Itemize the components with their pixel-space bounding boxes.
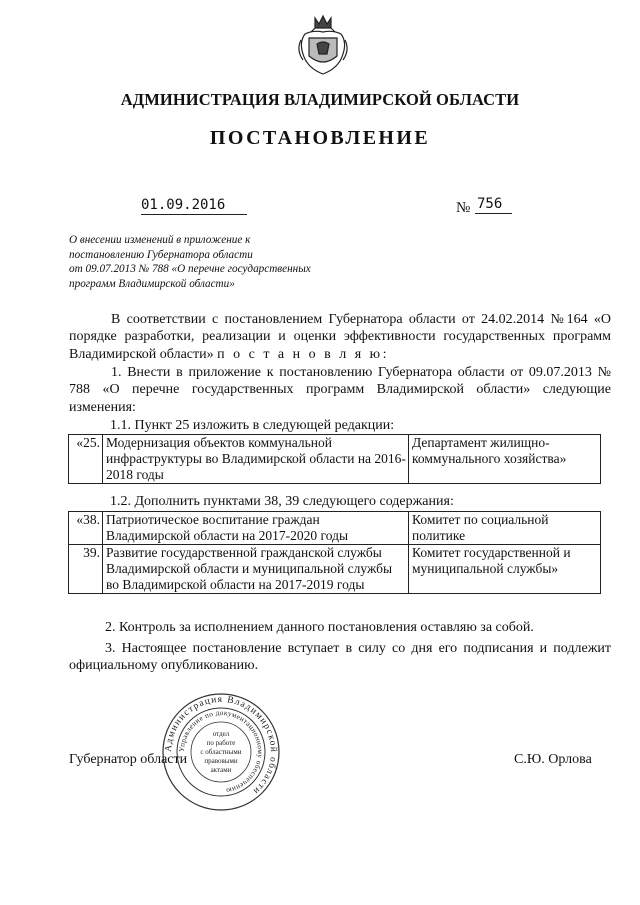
program-name: Развитие государственной гражданской службы Владимирской области и муниципальной службы во Владимирской области на 2017-2019 годы xyxy=(103,545,409,594)
responsible-department: Комитет по социальной политике xyxy=(409,512,601,545)
replacement-table xyxy=(68,434,601,484)
item-1: 1. Внести в приложение к постановлению Губернатора области от 09.07.2013 № 788 «О перечне государственных программ Владимирской области» следующие изменения: xyxy=(69,365,611,415)
coat-of-arms-emblem xyxy=(297,14,349,76)
stamp-center-line: правовыми xyxy=(204,757,238,765)
number-sign: № xyxy=(456,200,471,216)
responsible-department: Департамент жилищно-коммунального хозяйства» xyxy=(409,435,601,484)
document-type-title: ПОСТАНОВЛЕНИЕ xyxy=(209,127,431,149)
signatory-name: С.Ю. Орлова xyxy=(514,752,592,767)
stamp-center-line: актами xyxy=(210,766,232,774)
signatory-position: Губернатор области xyxy=(69,752,188,767)
row-number: «38. xyxy=(69,512,103,545)
intro-paragraph xyxy=(69,311,611,363)
stamp-center-line: с областными xyxy=(200,748,242,756)
subject-line: программ Владимирской области» xyxy=(69,277,235,290)
subject-line: постановлению Губернатора области xyxy=(69,248,253,261)
row-number: 39. xyxy=(69,545,103,594)
item-1-1: 1.1. Пункт 25 изложить в следующей редакции: xyxy=(110,418,395,433)
document-date: 01.09.2016 xyxy=(141,197,247,215)
decree-word: п о с т а н о в л я ю: xyxy=(217,346,390,362)
responsible-department: Комитет государственной и муниципальной службы» xyxy=(409,545,601,594)
row-number: «25. xyxy=(69,435,103,484)
table-row xyxy=(69,512,601,545)
item-2: 2. Контроль за исполнением данного постановления оставляю за собой. xyxy=(105,620,534,635)
stamp-outer-text: Администрация Владимирской области xyxy=(163,694,279,797)
item-3: 3. Настоящее постановление вступает в силу со дня его подписания и подлежит официальному опубликованию. xyxy=(69,641,611,674)
document-subject xyxy=(69,233,369,291)
intro-text: В соответствии с постановлением Губернатора области от 24.02.2014 №164 «О порядке разработки, реализации и оценки эффективности государственных программ Владимирской области» xyxy=(69,312,611,362)
table-row xyxy=(69,545,601,594)
organization-title: АДМИНИСТРАЦИЯ ВЛАДИМИРСКОЙ ОБЛАСТИ xyxy=(120,90,520,109)
subject-line: от 09.07.2013 № 788 «О перечне государственных xyxy=(69,263,311,276)
stamp-center-line: по работе xyxy=(206,739,236,747)
stamp-center-line: отдел xyxy=(212,730,230,738)
document-number: 756 xyxy=(475,196,512,214)
stamp-middle-text: Управление по документационному обеспечению xyxy=(177,708,265,795)
addition-table xyxy=(68,511,601,594)
subject-line: О внесении изменений в приложение к xyxy=(69,234,251,246)
program-name: Модернизация объектов коммунальной инфраструктуры во Владимирской области на 2016-2018 годы xyxy=(103,435,409,484)
item-1-2: 1.2. Дополнить пунктами 38, 39 следующего содержания: xyxy=(110,494,454,509)
program-name: Патриотическое воспитание граждан Владимирской области на 2017-2020 годы xyxy=(103,512,409,545)
table-row xyxy=(69,435,601,484)
